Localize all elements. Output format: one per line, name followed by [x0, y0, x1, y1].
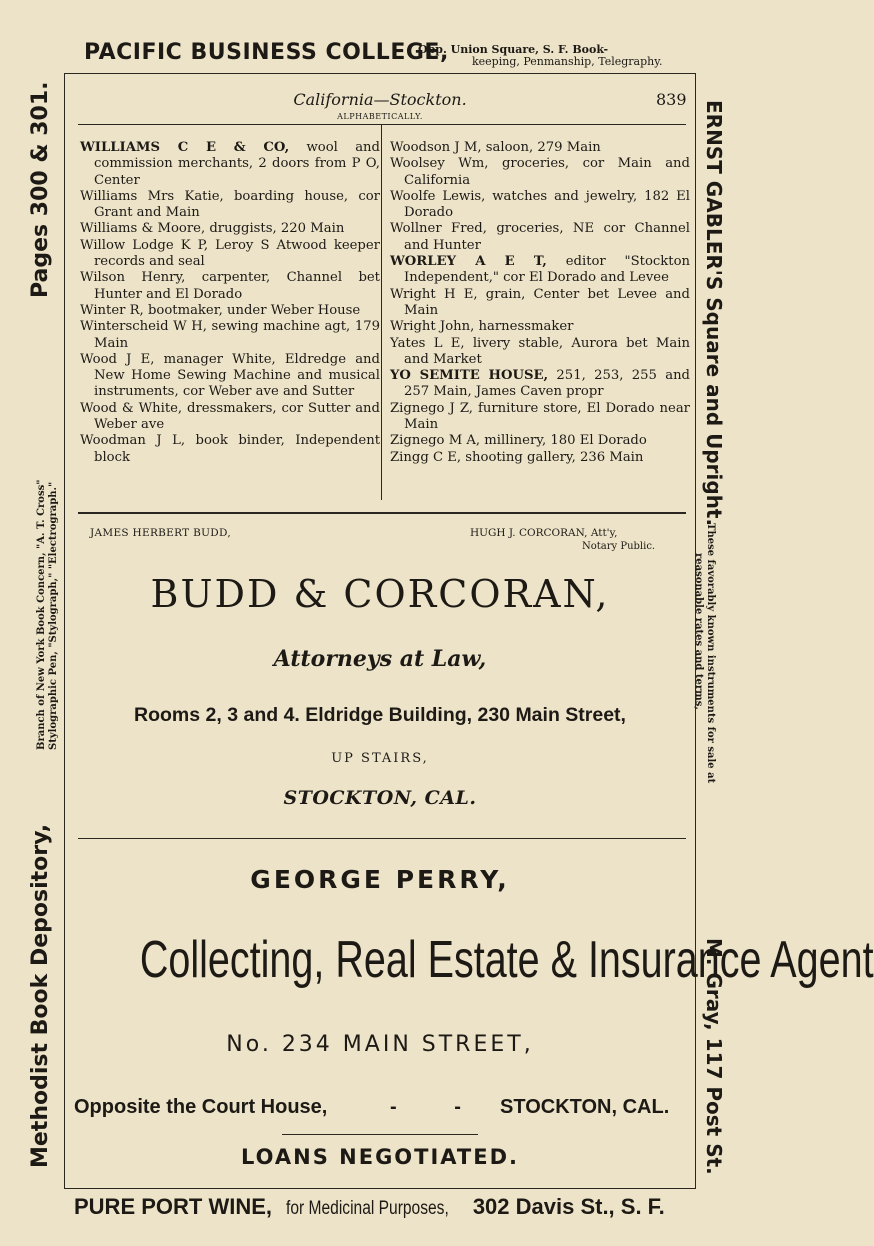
directory-entry-text: editor "Stockton Independent," cor El Dorado and Levee [404, 254, 691, 286]
directory-entry-text: Winterscheid W H, sewing machine agt, 179 Main [80, 319, 380, 351]
loans-rule [282, 1134, 478, 1135]
directory-entry [80, 352, 380, 401]
directory-subheader: ALPHABETICALLY. [337, 112, 423, 121]
directory-entry [80, 319, 380, 352]
directory-entry-name: YO SEMITE HOUSE, [390, 368, 549, 384]
directory-entry-text: Zignego J Z, furniture store, El Dorado near Main [390, 400, 690, 433]
directory-entry [80, 238, 380, 271]
directory-entry [80, 303, 380, 319]
directory-entry-text: Wright H E, grain, Center bet Levee and Main [390, 286, 690, 318]
perry-city: STOCKTON, CAL. [500, 1096, 670, 1118]
directory-entry-text: Wood J E, manager White, Eldredge and New Home Sewing Machine and musical instruments, cor Weber ave and Sutter [80, 351, 380, 400]
left-margin-pages: Pages 300 & 301. [28, 81, 53, 298]
directory-entry [390, 336, 690, 369]
directory-entry-text: Yates L E, livery stable, Aurora bet Main and Market [390, 335, 690, 367]
directory-entry [390, 156, 690, 189]
partner-right-line2: Notary Public. [582, 541, 656, 552]
directory-entry-text: Zingg C E, shooting gallery, 236 Main [390, 449, 644, 465]
directory-entry [390, 450, 690, 466]
directory-entry-text: wool and commission merchants, 2 doors from P O, Center [94, 140, 380, 188]
perry-name: GEORGE PERRY, [250, 865, 510, 894]
right-margin-bottom: M. Gray, 117 Post St. [702, 938, 726, 1175]
directory-entry-name: WORLEY A E T, [390, 254, 547, 270]
directory-entry-text: Zignego M A, millinery, 180 El Dorado [390, 433, 647, 449]
right-margin-mid-line2: reasonable rates and terms, [693, 553, 704, 710]
left-margin [0, 0, 64, 1246]
perry-address: No. 234 MAIN STREET, [226, 1032, 534, 1057]
right-margin-top: ERNST GABLER'S Square and Upright. [702, 100, 726, 527]
left-margin-main: Methodist Book Depository, [28, 823, 53, 1168]
top-banner-sub-line2: keeping, Penmanship, Telegraphy. [472, 55, 663, 68]
directory-title: California—Stockton. [293, 90, 467, 109]
directory-entry-text: Willow Lodge K P, Leroy S Atwood keeper records and seal [80, 237, 380, 270]
directory-entry [390, 368, 690, 401]
firm-city: STOCKTON, CAL. [283, 787, 477, 809]
column-divider [381, 124, 382, 500]
directory-entry [390, 140, 690, 156]
directory-entry [80, 401, 380, 434]
directory-entry [80, 270, 380, 303]
ad-divider-rule [78, 838, 686, 839]
directory-entry-text: Wood & White, dressmakers, cor Sutter and Weber ave [80, 400, 380, 433]
directory-entry [390, 401, 690, 434]
directory-entry [390, 287, 690, 320]
directory-entry [390, 319, 690, 335]
directory-entry [80, 221, 380, 237]
directory-entry-text: Woodman J L, book binder, Independent block [80, 433, 380, 465]
directory-entry [390, 189, 690, 222]
directory-entry-name: WILLIAMS C E & CO, [80, 140, 290, 155]
directory-entry-text: Winter R, bootmaker, under Weber House [80, 302, 361, 318]
partner-left: JAMES HERBERT BUDD, [90, 527, 231, 539]
partner-right [470, 527, 655, 553]
right-margin-mid-line1: These favorably known instruments for sale at [705, 523, 716, 784]
directory-entry [80, 189, 380, 222]
left-margin-branch-line2: Stylographic Pen, "Stylograph," "Electrograph." [48, 481, 59, 750]
directory-entry-text: 251, 253, 255 and 257 Main, James Caven propr [404, 368, 691, 400]
directory-entry-text: Williams Mrs Katie, boarding house, cor Grant and Main [80, 188, 380, 221]
perry-profession: Collecting, Real Estate & Insurance Agent [139, 931, 874, 989]
directory-bottom-rule [78, 512, 686, 514]
header-rule [78, 124, 686, 125]
left-margin-branch-line1: Branch of New York Book Concern, "A. T. Cross" [36, 479, 47, 750]
perry-loans: LOANS NEGOTIATED. [240, 1145, 520, 1169]
directory-left-column [80, 140, 380, 466]
bottom-banner-right: 302 Davis St., S. F. [472, 1194, 665, 1219]
top-banner-title: PACIFIC BUSINESS COLLEGE, [84, 40, 449, 65]
directory-entry-text: Woodson J M, saloon, 279 Main [390, 140, 601, 155]
perry-dashes: - - [390, 1096, 487, 1118]
top-banner-subtitle [418, 44, 662, 68]
bottom-banner-left: PURE PORT WINE, [74, 1194, 273, 1219]
directory-right-column [390, 140, 690, 466]
bottom-banner-middle: for Medicinal Purposes, [286, 1198, 449, 1219]
directory-entry [390, 221, 690, 254]
directory-entry-text: Wilson Henry, carpenter, Channel bet Hunter and El Dorado [80, 270, 380, 302]
partner-right-line1: HUGH J. CORCORAN, Att'y, [470, 527, 618, 539]
firm-upstairs: UP STAIRS, [331, 751, 429, 766]
firm-rooms: Rooms 2, 3 and 4. Eldridge Building, 230 Main Street, [134, 704, 626, 726]
left-margin-branch [36, 480, 60, 750]
directory-entry [390, 254, 690, 287]
top-banner-sub-line1: Opp. Union Square, S. F. Book- [418, 43, 609, 56]
directory-entry-text: Williams & Moore, druggists, 220 Main [80, 221, 345, 237]
bottom-banner [74, 1194, 665, 1220]
directory-entry [390, 433, 690, 449]
directory-entry [80, 433, 380, 466]
firm-profession: Attorneys at Law, [273, 646, 487, 672]
directory-entry-text: Wollner Fred, groceries, NE cor Channel and Hunter [390, 221, 690, 253]
directory-entry-text: Woolfe Lewis, watches and jewelry, 182 El Dorado [390, 188, 690, 221]
directory-entry [80, 140, 380, 189]
firm-name: BUDD & CORCORAN, [150, 572, 610, 616]
directory-entry-text: Wright John, harnessmaker [390, 319, 574, 335]
page-number: 839 [656, 90, 687, 109]
directory-entry-text: Woolsey Wm, groceries, cor Main and California [390, 156, 690, 188]
perry-opposite: Opposite the Court House, [74, 1096, 328, 1118]
